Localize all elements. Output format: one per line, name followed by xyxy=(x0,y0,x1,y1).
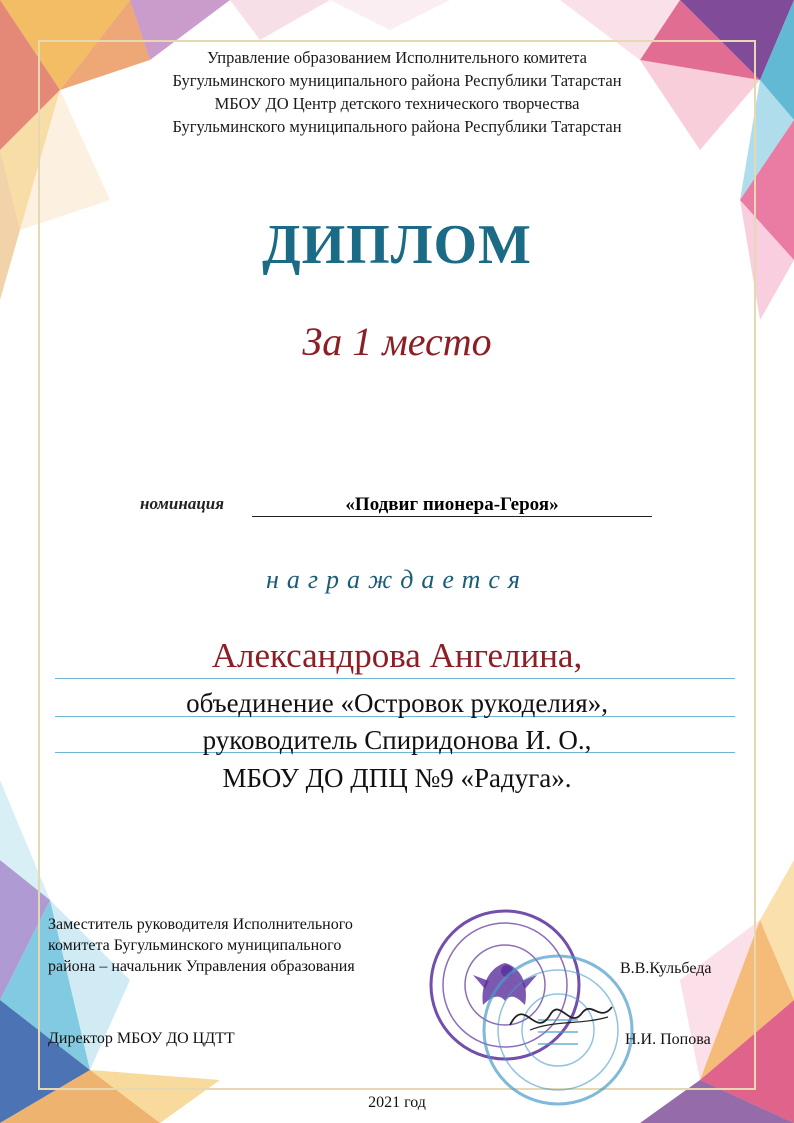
place-award: За 1 место xyxy=(302,319,492,364)
recipient-supervisor: руководитель Спиридонова И. О., xyxy=(202,725,592,755)
issuer-header xyxy=(60,46,734,138)
diploma-title: ДИПЛОМ xyxy=(262,214,532,276)
director-title: Директор МБОУ ДО ЦДТТ xyxy=(48,1030,235,1047)
deputy-title-line-1: Заместитель руководителя Исполнительного xyxy=(48,916,353,933)
nomination-value: «Подвиг пионера-Героя» xyxy=(345,494,559,515)
recipient-association: объединение «Островок рукоделия», xyxy=(186,688,608,718)
recipient-school: МБОУ ДО ДПЦ №9 «Радуга». xyxy=(222,763,572,793)
header-line-1: Управление образованием Исполнительного комитета xyxy=(207,48,587,67)
header-line-2: Бугульминского муниципального района Республики Татарстан xyxy=(172,71,622,90)
recipient-rule-1 xyxy=(55,678,735,679)
deputy-title-line-2: комитета Бугульминского муниципального xyxy=(48,937,342,954)
nomination-label: номинация xyxy=(140,494,224,513)
header-line-4: Бугульминского муниципального района Республики Татарстан xyxy=(172,117,622,136)
director-name: Н.И. Попова xyxy=(625,1031,711,1048)
deputy-signature-block xyxy=(48,914,355,977)
handwritten-signature xyxy=(500,985,620,1045)
issue-year: 2021 год xyxy=(368,1094,426,1111)
deputy-name: В.В.Кульбеда xyxy=(620,960,712,977)
awarded-label: награждается xyxy=(266,565,528,594)
header-line-3: МБОУ ДО Центр детского технического творчества xyxy=(214,94,580,113)
nomination-underline xyxy=(252,516,652,517)
recipient-name: Александрова Ангелина, xyxy=(211,636,583,675)
deputy-title-line-3: района – начальник Управления образования xyxy=(48,958,355,975)
